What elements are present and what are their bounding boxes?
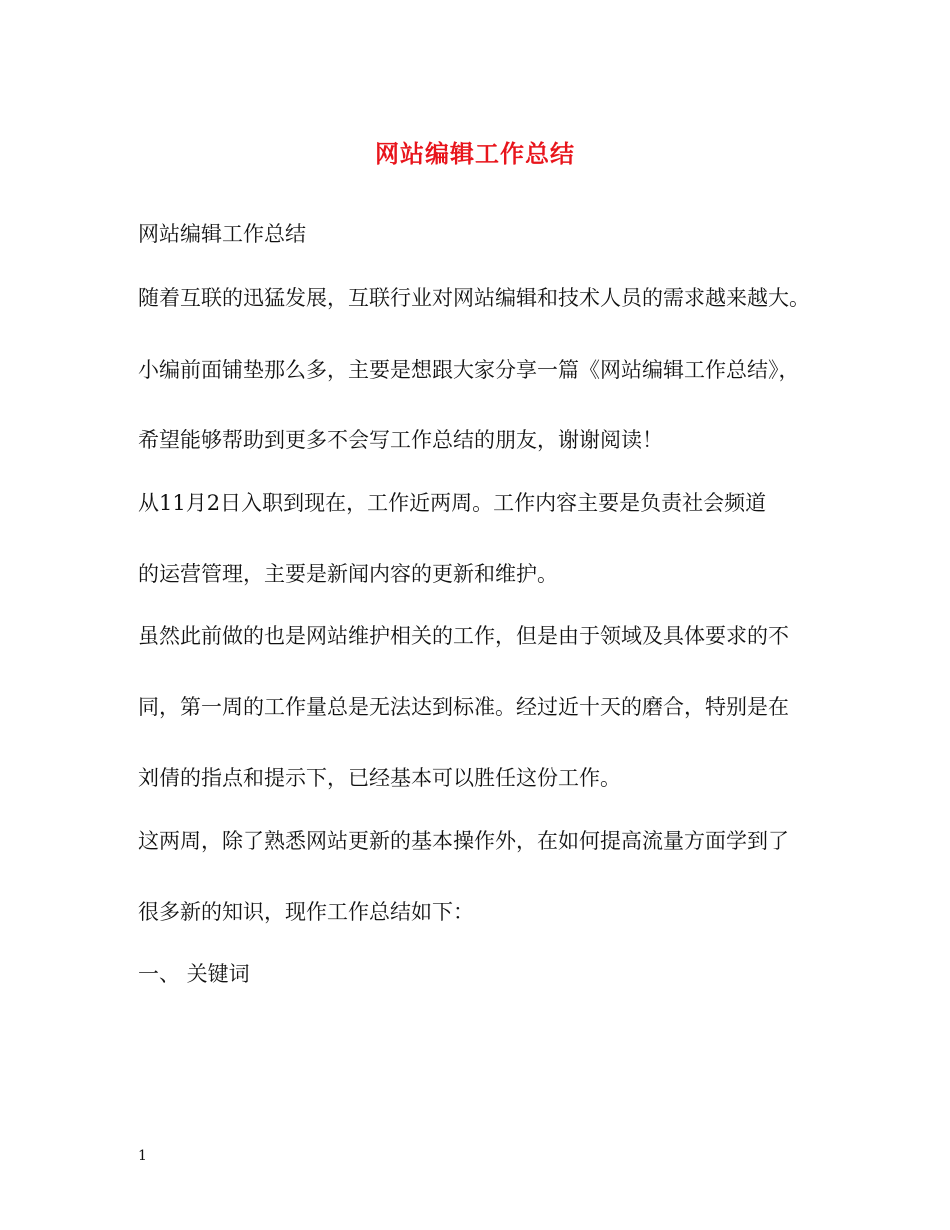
text-line: 小编前面铺垫那么多，主要是想跟大家分享一篇《网站编辑工作总结》， xyxy=(138,358,800,382)
text-line: 从11月2日入职到现在，工作近两周。工作内容主要是负责社会频道 xyxy=(138,491,767,515)
text-line: 这两周，除了熟悉网站更新的基本操作外，在如何提高流量方面学到了 xyxy=(138,829,789,853)
text-line: 网站编辑工作总结 xyxy=(138,222,306,246)
document-title: 网站编辑工作总结 xyxy=(375,139,575,168)
text-line: 的运营管理，主要是新闻内容的更新和维护。 xyxy=(138,562,558,586)
text-line: 虽然此前做的也是网站维护相关的工作，但是由于领域及具体要求的不 xyxy=(138,624,789,648)
text-line: 刘倩的指点和提示下，已经基本可以胜任这份工作。 xyxy=(138,766,621,790)
text-line: 希望能够帮助到更多不会写工作总结的朋友，谢谢阅读！ xyxy=(138,428,663,452)
text-line: 随着互联的迅猛发展，互联行业对网站编辑和技术人员的需求越来越大。 xyxy=(138,286,810,310)
section-heading: 一、 关键词 xyxy=(138,962,250,986)
text-line: 同，第一周的工作量总是无法达到标准。经过近十天的磨合，特别是在 xyxy=(138,695,789,719)
page-number: 1 xyxy=(138,1148,147,1164)
text-line: 很多新的知识，现作工作总结如下： xyxy=(138,900,474,924)
